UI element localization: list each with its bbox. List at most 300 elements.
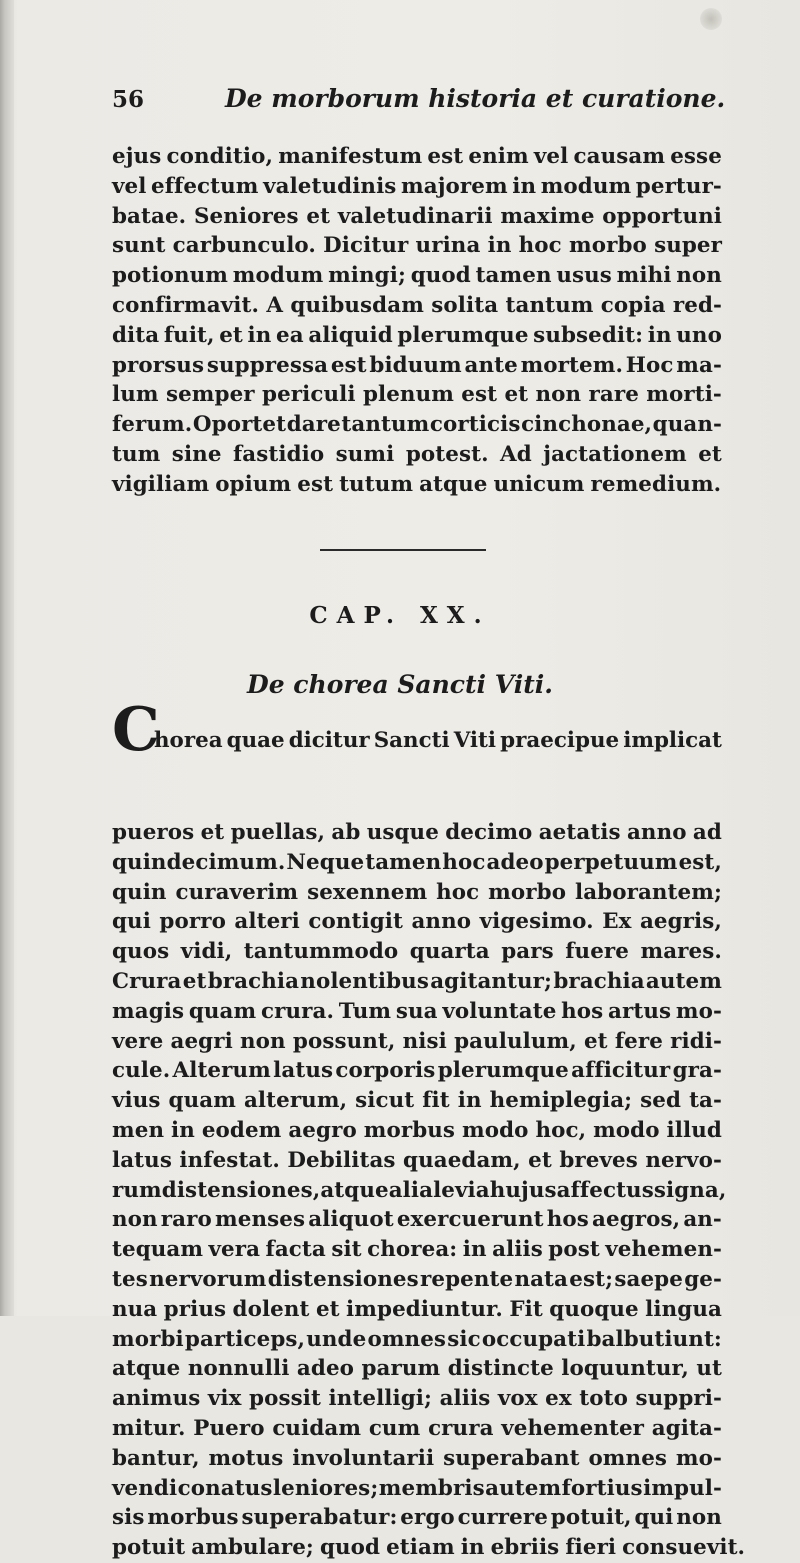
word: et	[306, 203, 331, 229]
word: atque	[112, 1356, 181, 1382]
word: sine	[171, 441, 222, 467]
text-line	[112, 470, 722, 500]
word: fere	[614, 1028, 663, 1054]
text-line	[112, 1384, 722, 1414]
word: corticis	[429, 412, 521, 438]
word: omnes	[588, 1445, 668, 1471]
drop-capital: C	[112, 695, 160, 765]
word: crura.	[260, 998, 334, 1024]
word: fastidio	[232, 441, 325, 467]
word: autem	[645, 968, 722, 994]
word: aliis	[492, 1237, 543, 1263]
word: est;	[569, 1266, 614, 1292]
text-line	[112, 695, 722, 765]
word: nata	[514, 1266, 568, 1292]
text-line	[112, 261, 722, 291]
text-line	[112, 142, 722, 172]
word: hoc	[518, 233, 562, 259]
word: nervorum	[149, 1266, 267, 1292]
word: plenum	[362, 382, 454, 408]
word: et	[528, 1147, 552, 1173]
word: nisi	[402, 1028, 447, 1054]
word: occupati	[481, 1326, 586, 1352]
word: intelligi;	[328, 1386, 433, 1412]
word: implicat	[623, 728, 722, 753]
word: potuit,	[550, 1505, 632, 1531]
word: agita-	[651, 1415, 722, 1441]
word: breves	[559, 1147, 638, 1173]
word: aegris,	[639, 909, 722, 935]
word: fuit,	[163, 322, 215, 348]
word: tequam	[112, 1237, 204, 1263]
word: manifestum	[278, 144, 423, 169]
word: voluntate	[442, 998, 557, 1024]
word: super	[654, 233, 722, 259]
word: sicut	[355, 1088, 415, 1114]
word: eodem	[201, 1117, 282, 1143]
word: tum	[112, 441, 161, 467]
word: illud	[666, 1117, 722, 1143]
word: vius	[112, 1088, 161, 1114]
word: plerumque	[397, 322, 529, 348]
word: et	[219, 322, 243, 348]
word: ebriis	[490, 1535, 560, 1561]
word: batae.	[112, 203, 187, 229]
text-line	[112, 1474, 722, 1504]
word: conditio,	[166, 144, 274, 169]
word: tantummodo	[243, 939, 399, 965]
word: usus	[556, 263, 612, 289]
word: ta-	[689, 1088, 722, 1114]
word: horea	[154, 728, 223, 753]
word: membris	[378, 1475, 485, 1501]
word: quam	[168, 1088, 236, 1114]
word: mares.	[640, 939, 722, 965]
word: etiam	[386, 1535, 455, 1561]
word: non	[535, 382, 582, 408]
word: mingi;	[328, 263, 406, 289]
word: impediuntur.	[346, 1296, 503, 1322]
word: ge-	[684, 1266, 722, 1292]
word: atque	[320, 1177, 389, 1203]
word: quae	[226, 728, 285, 753]
word: Debilitas	[287, 1147, 396, 1173]
word: aegri	[170, 1028, 233, 1054]
word: vidi,	[180, 939, 233, 965]
word: laborantem;	[574, 879, 722, 905]
word: exercuerunt	[396, 1207, 544, 1233]
word: Tum	[338, 998, 392, 1024]
text-line	[112, 351, 722, 381]
word: artus	[608, 998, 672, 1024]
word: carbunculo.	[172, 233, 316, 259]
word: quoque	[549, 1296, 639, 1322]
word: quarta	[409, 939, 490, 965]
word: alterum,	[243, 1088, 348, 1114]
word: sunt	[112, 233, 166, 259]
word: lum	[112, 382, 159, 408]
word: Ad	[500, 441, 532, 467]
word: latus	[273, 1058, 334, 1084]
word: quin	[112, 879, 167, 905]
word: morbi	[112, 1326, 184, 1352]
word: modum	[540, 173, 632, 199]
word: fieri	[565, 1535, 617, 1561]
word: nolentibus	[300, 968, 429, 994]
word: esse	[670, 144, 722, 169]
paragraph-chorea	[112, 818, 746, 1563]
text-line	[112, 1056, 722, 1086]
text-line	[112, 1205, 722, 1235]
text-line	[112, 440, 722, 470]
word: non	[676, 1505, 722, 1531]
word: infestat.	[179, 1147, 280, 1173]
text-line	[112, 1295, 722, 1325]
word: menses	[215, 1207, 306, 1233]
word: confirmavit.	[112, 292, 260, 318]
text-line	[112, 878, 722, 908]
text-line	[112, 231, 722, 261]
word: Oportet	[192, 412, 287, 438]
word: mo-	[675, 1445, 722, 1471]
word: prorsus	[112, 352, 205, 378]
word: Seniores	[193, 203, 299, 229]
word: non	[240, 1028, 286, 1054]
word: impul-	[643, 1475, 722, 1501]
paragraph-previous-chapter	[112, 142, 722, 500]
word: vix	[207, 1386, 242, 1412]
word: fit	[422, 1088, 450, 1114]
word: Neque	[286, 849, 365, 875]
word: hemiplegia;	[489, 1088, 633, 1114]
word: ridi-	[670, 1028, 722, 1054]
word: fortius	[561, 1475, 643, 1501]
text-line	[112, 202, 722, 232]
word: quan-	[652, 412, 722, 438]
word: Dicitur	[323, 233, 409, 259]
chapter-subtitle: De chorea Sancti Viti.	[247, 670, 553, 699]
word: tamen	[365, 849, 442, 875]
word: qui	[112, 909, 151, 935]
word: usque	[366, 820, 439, 845]
word: contigit	[308, 909, 403, 935]
word: mortem.	[520, 352, 624, 378]
word: sumi	[335, 441, 395, 467]
word: tantum	[341, 412, 430, 438]
word: est	[330, 352, 367, 378]
word: rare	[588, 382, 639, 408]
word: morbo	[568, 233, 647, 259]
text-line	[112, 291, 722, 321]
word: ea	[276, 322, 304, 348]
word: potuit	[112, 1535, 186, 1561]
word: vehemen-	[605, 1237, 722, 1263]
word: dicitur	[288, 728, 370, 753]
word: raro	[160, 1207, 212, 1233]
word: magis	[112, 998, 185, 1024]
text-line	[112, 1086, 722, 1116]
word: quindecimum.	[112, 849, 286, 875]
word: enim	[468, 144, 529, 169]
text-line	[112, 1265, 722, 1295]
text-line	[112, 848, 722, 878]
text-line	[112, 1116, 722, 1146]
word: motus	[208, 1445, 284, 1471]
section-divider-rule	[320, 549, 486, 551]
word: nua	[112, 1296, 158, 1322]
word: hoc	[442, 849, 486, 875]
word: paululum,	[454, 1028, 577, 1054]
word: involuntarii	[292, 1445, 435, 1471]
text-line	[112, 1414, 722, 1444]
word: dita	[112, 322, 160, 348]
word: sis	[112, 1505, 145, 1531]
word: ergo	[400, 1505, 455, 1531]
word: curaverim	[175, 879, 299, 905]
word: copia	[600, 292, 666, 318]
word: possit	[249, 1386, 321, 1412]
word: aliis	[439, 1386, 491, 1412]
word: cule.	[112, 1058, 171, 1084]
chapter-heading: CAP. XX.	[309, 602, 491, 629]
text-line	[112, 1354, 722, 1384]
word: est	[297, 471, 334, 497]
word: in	[457, 1088, 482, 1114]
word: vere	[112, 1028, 164, 1054]
word: mihi	[616, 263, 672, 289]
word: superabant	[443, 1445, 580, 1471]
word: currere	[457, 1505, 548, 1531]
text-line	[112, 321, 722, 351]
text-line	[112, 1325, 722, 1355]
word: non	[112, 1207, 158, 1233]
word: ab	[331, 820, 361, 845]
word: possunt,	[292, 1028, 396, 1054]
word: men	[112, 1117, 165, 1143]
word: adeo	[296, 1356, 355, 1382]
word: periculi	[262, 382, 356, 408]
word: alteri	[234, 909, 300, 935]
word: gra-	[672, 1058, 722, 1084]
word: dolent	[232, 1296, 310, 1322]
word: porro	[159, 909, 226, 935]
text-line	[112, 1533, 746, 1563]
word: qui	[634, 1505, 674, 1531]
word: urina	[415, 233, 481, 259]
word: latus	[112, 1147, 172, 1173]
word: leniores;	[272, 1475, 379, 1501]
word: ex	[545, 1386, 572, 1412]
word: ma-	[676, 352, 722, 378]
word: rum	[112, 1177, 162, 1203]
word: saepe	[614, 1266, 683, 1292]
word: aegro	[288, 1117, 357, 1143]
word: hos	[546, 1207, 589, 1233]
word: hoc	[436, 879, 480, 905]
word: quod	[319, 1535, 381, 1561]
word: uno	[676, 322, 722, 348]
word: aetatis	[538, 820, 621, 845]
word: valetudinis	[263, 173, 397, 199]
word: plerumque	[437, 1058, 569, 1084]
word: facta	[265, 1237, 326, 1263]
word: pueros	[112, 820, 195, 845]
word: agitantur;	[430, 968, 553, 994]
word: vox	[497, 1386, 538, 1412]
word: atque	[419, 471, 488, 497]
word: corporis	[335, 1058, 436, 1084]
word: morbus	[147, 1505, 239, 1531]
word: sua	[395, 998, 438, 1024]
word: in	[247, 322, 272, 348]
word: superabatur:	[241, 1505, 398, 1531]
word: signa,	[653, 1177, 727, 1203]
word: cuidam	[272, 1415, 362, 1441]
word: decimo	[445, 820, 533, 845]
word: pertur-	[635, 173, 722, 199]
word: effectum	[151, 173, 259, 199]
word: post	[548, 1237, 600, 1263]
word: opportuni	[602, 203, 722, 229]
word: semper	[165, 382, 255, 408]
word: hoc,	[535, 1117, 587, 1143]
word: est	[427, 144, 464, 169]
word: quod	[410, 263, 471, 289]
word: est	[461, 382, 498, 408]
word: modo	[593, 1117, 660, 1143]
word: modo	[461, 1117, 529, 1143]
word: quibusdam	[290, 292, 424, 318]
text-line	[112, 1146, 722, 1176]
word: tutum	[339, 471, 414, 497]
word: omnes	[367, 1326, 447, 1352]
text-line	[112, 907, 722, 937]
word: consuevit.	[622, 1535, 746, 1561]
word: afficitur	[571, 1058, 671, 1084]
running-title: De morborum historia et curatione.	[225, 84, 726, 113]
word: anno	[626, 820, 687, 845]
word: Viti	[453, 728, 497, 753]
text-line	[112, 172, 722, 202]
word: dare	[286, 412, 341, 438]
word: autem	[485, 1475, 562, 1501]
word: est,	[678, 849, 722, 875]
word: in	[512, 173, 537, 199]
word: potest.	[405, 441, 489, 467]
word: vigiliam	[112, 471, 210, 497]
word: affectus	[556, 1177, 654, 1203]
word: bantur,	[112, 1445, 200, 1471]
word: aliquid	[308, 322, 393, 348]
word: sexennem	[307, 879, 428, 905]
word: in	[171, 1117, 195, 1143]
word: chorea:	[367, 1237, 458, 1263]
word: suppri-	[635, 1386, 722, 1412]
text-line	[112, 818, 722, 848]
word: puellas,	[230, 820, 326, 845]
text-line	[112, 967, 722, 997]
word: nervo-	[645, 1147, 722, 1173]
word: quos	[112, 939, 170, 965]
word: ut	[696, 1356, 722, 1382]
word: ferum.	[112, 412, 193, 438]
word: levia	[433, 1177, 490, 1203]
word: distincte	[447, 1356, 554, 1382]
word: loquuntur,	[561, 1356, 689, 1382]
text-line	[112, 1027, 722, 1057]
word: ejus	[112, 144, 162, 169]
word: alia	[388, 1177, 434, 1203]
word: vigesimo.	[479, 909, 594, 935]
word: biduum	[369, 352, 462, 378]
word: quaedam,	[403, 1147, 521, 1173]
word: Puero	[193, 1415, 265, 1441]
word: valetudinarii	[337, 203, 493, 229]
word: nonnulli	[187, 1356, 290, 1382]
word: vel	[533, 144, 569, 169]
word: vel	[112, 173, 147, 199]
word: distensiones,	[161, 1177, 321, 1203]
word: tamen	[475, 263, 552, 289]
word: animus	[112, 1386, 201, 1412]
word: vendi	[112, 1475, 178, 1501]
word: et	[698, 441, 722, 467]
word: hujus	[489, 1177, 557, 1203]
word: repente	[420, 1266, 514, 1292]
word: ambulare;	[191, 1535, 314, 1561]
word: A	[266, 292, 284, 318]
word: in	[487, 233, 512, 259]
word: brachia	[553, 968, 645, 994]
text-line	[112, 997, 722, 1027]
word: balbutiunt:	[586, 1326, 722, 1352]
word: tes	[112, 1266, 148, 1292]
word: Fit	[509, 1296, 543, 1322]
text-line	[112, 410, 722, 440]
word: ad	[692, 820, 722, 845]
text-line	[112, 937, 722, 967]
word: et	[200, 820, 225, 845]
word: perpetuum	[544, 849, 678, 875]
word: causam	[573, 144, 666, 169]
word: an-	[683, 1207, 722, 1233]
word: ante	[464, 352, 518, 378]
word: in	[462, 1237, 487, 1263]
text-line	[112, 1176, 727, 1206]
word: sit	[331, 1237, 362, 1263]
word: subsedit:	[533, 322, 644, 348]
word: Alterum	[172, 1058, 271, 1084]
word: majorem	[401, 173, 508, 199]
word: in	[647, 322, 672, 348]
word: mo-	[675, 998, 722, 1024]
word: modum	[232, 263, 324, 289]
word: hos	[561, 998, 604, 1024]
word: aliquot	[308, 1207, 394, 1233]
paper-stain	[700, 8, 722, 30]
word: prius	[163, 1296, 227, 1322]
word: potionum	[112, 263, 229, 289]
word: unde	[306, 1326, 367, 1352]
page-spine-shadow	[0, 0, 14, 1316]
word: fuere	[565, 939, 629, 965]
word: pars	[501, 939, 554, 965]
word: distensiones	[267, 1266, 419, 1292]
word: jactationem	[543, 441, 687, 467]
word: aegros,	[592, 1207, 681, 1233]
word: lingua	[645, 1296, 722, 1322]
word: quam	[188, 998, 257, 1024]
